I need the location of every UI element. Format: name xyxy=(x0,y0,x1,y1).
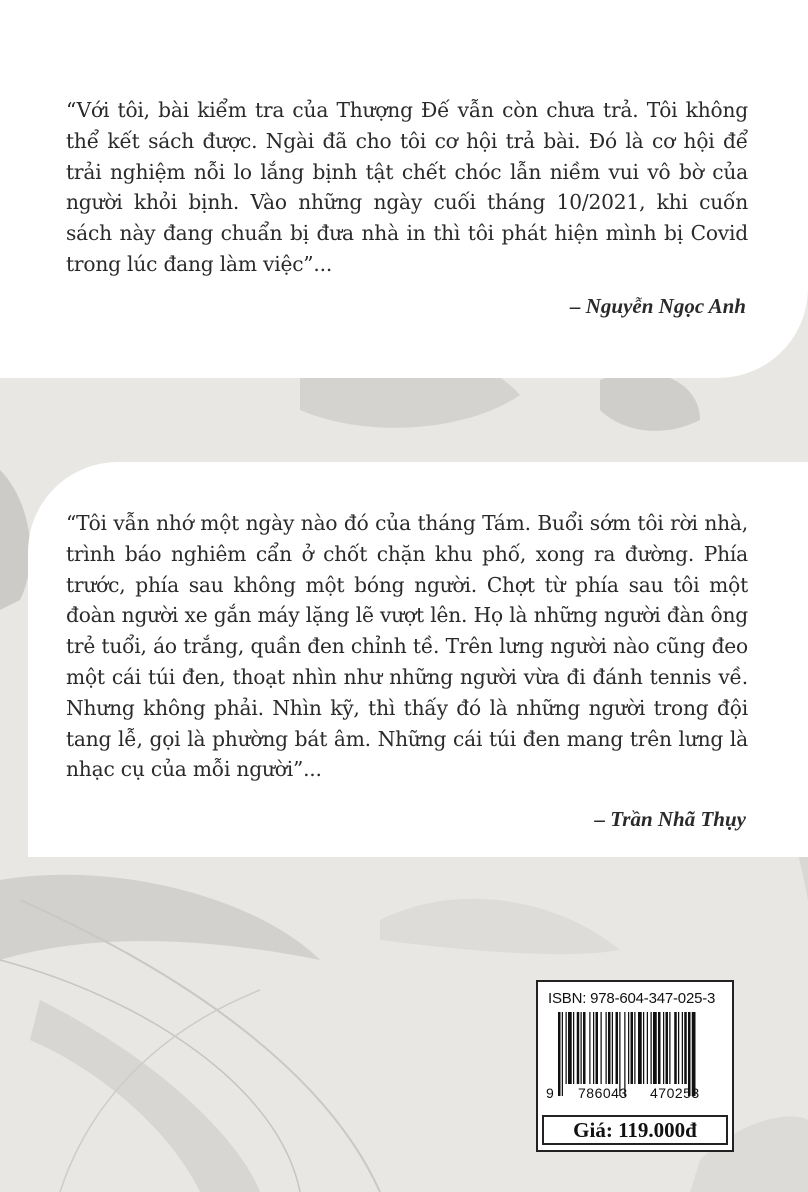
barcode-bar xyxy=(568,1012,572,1084)
barcode-bar xyxy=(628,1012,629,1084)
barcode-bar xyxy=(589,1012,590,1084)
barcode-bar xyxy=(647,1012,648,1084)
barcode-bar xyxy=(619,1012,620,1096)
quote-text: “Tôi vẫn nhớ một ngày nào đó của tháng Tám. Buổi sớm tôi rời nhà, trình báo nghiêm cẩn ở chốt chặn khu phố, xong ra đường. Phía trước, phía sau không một bóng người. Chợt từ phía sau tôi một đoàn người xe gắn máy lặng lẽ vượt lên. Họ là những người đàn ông trẻ tuổi, áo trắng, quần đen chỉnh tề. Trên lưng người nào cũng đeo một cái túi đen, thoạt nhìn như những người vừa đi đánh tennis về. Nhưng không phải. Nhìn kỹ, thì thấy đó là những người trong đội tang lễ, gọi là phường bát âm. Những cái túi đen mang trên lưng là nhạc cụ của mỗi người”... xyxy=(66,511,748,782)
barcode-bar xyxy=(666,1012,669,1084)
quote-box-1 xyxy=(0,0,808,378)
barcode-bar xyxy=(573,1012,574,1084)
barcode-bar xyxy=(606,1012,607,1084)
barcode-bar xyxy=(596,1012,599,1084)
barcode-bar xyxy=(612,1012,613,1084)
barcode-bar xyxy=(562,1012,563,1096)
barcode-bar xyxy=(678,1012,679,1084)
barcode-bar xyxy=(692,1012,696,1096)
barcode-bar xyxy=(651,1012,652,1084)
barcode-bar xyxy=(566,1012,567,1084)
barcode-bar xyxy=(577,1012,580,1084)
barcode-bar xyxy=(634,1012,635,1084)
barcode-bar xyxy=(583,1012,586,1084)
barcode-bar xyxy=(669,1012,670,1084)
barcode-bar xyxy=(601,1012,602,1084)
quote-author: – Trần Nhã Thụy xyxy=(594,807,746,832)
quote-author: – Nguyễn Ngọc Anh xyxy=(570,293,746,318)
price-label: Giá: 119.000đ xyxy=(542,1115,728,1145)
barcode-bar xyxy=(558,1012,561,1096)
barcode-bar xyxy=(684,1012,687,1084)
barcode-bar xyxy=(616,1012,619,1084)
isbn-label: ISBN: 978-604-347-025-3 xyxy=(548,990,716,1007)
quote-box-2 xyxy=(28,462,808,857)
barcode-bar xyxy=(658,1012,661,1084)
barcode-bar xyxy=(593,1012,594,1084)
barcode-lead-digit: 9 xyxy=(546,1085,554,1101)
barcode-bar xyxy=(624,1012,625,1096)
barcode-bar xyxy=(643,1012,644,1084)
barcode-bar xyxy=(663,1012,664,1084)
barcode-bar xyxy=(688,1012,691,1096)
barcode-left-digits: 786043 xyxy=(578,1085,628,1101)
barcode-bar xyxy=(631,1012,634,1084)
quote-text: “Với tôi, bài kiểm tra của Thượng Đế vẫn còn chưa trả. Tôi không thể kết sách được. Ngài đã cho tôi cơ hội trả bài. Đó là cơ hội để trải nghiệm nỗi lo lắng bịnh tật chết chóc lẫn niềm vui vô bờ của người khỏi bịnh. Vào những ngày cuối tháng 10/2021, khi cuốn sách này đang chuẩn bị đưa nhà in thì tôi phát hiện mình bị Covid trong lúc đang làm việc”... xyxy=(66,98,748,276)
barcode-bar xyxy=(581,1012,582,1084)
barcode-bar xyxy=(638,1012,642,1084)
barcode-bar xyxy=(608,1012,611,1084)
barcode-bar xyxy=(674,1012,677,1084)
barcode xyxy=(544,1010,728,1102)
barcode-bar xyxy=(653,1012,657,1084)
barcode-bar xyxy=(682,1012,683,1084)
isbn-barcode-box xyxy=(536,980,734,1152)
barcode-right-digits: 470253 xyxy=(650,1085,700,1101)
